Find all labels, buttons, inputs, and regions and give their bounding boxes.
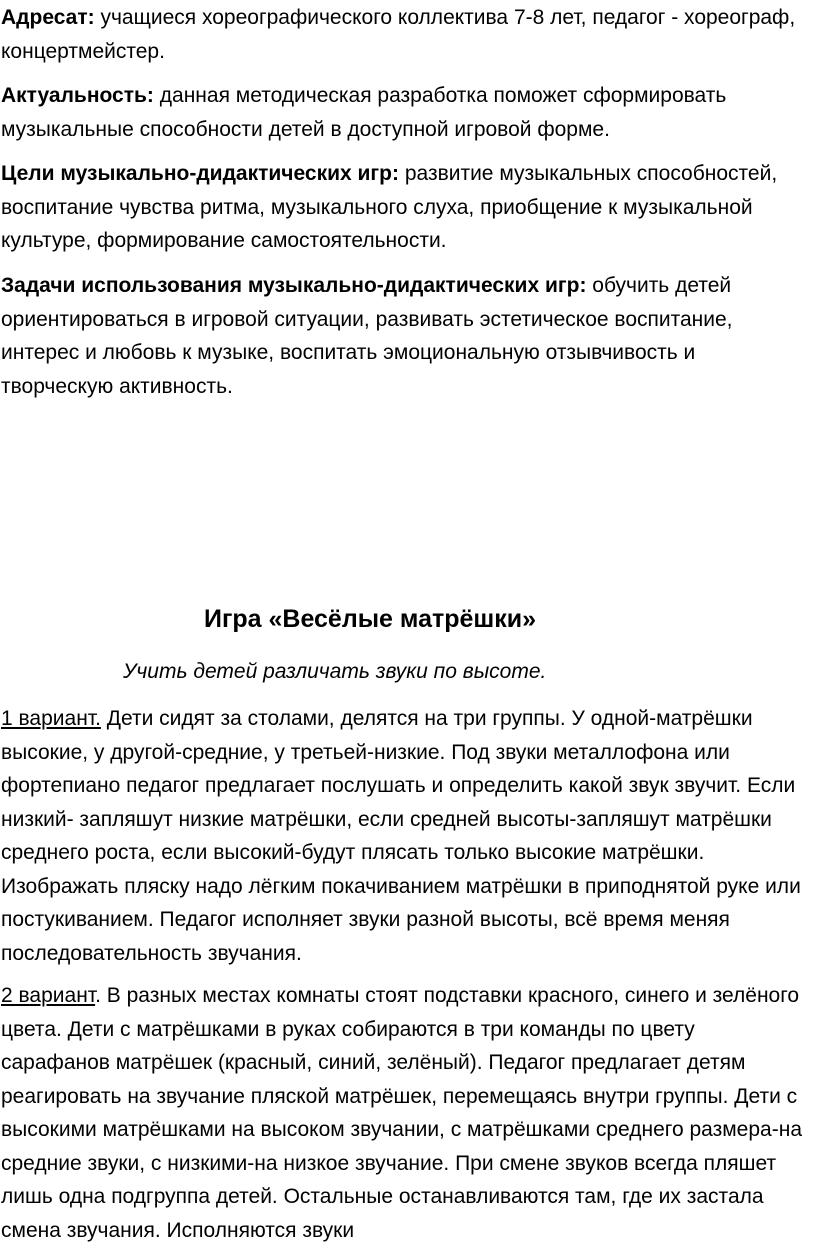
goals-label: Цели музыкально-дидактических игр:: [1, 162, 399, 185]
variant-1-label: 1 вариант.: [1, 707, 101, 730]
tasks-paragraph: [1, 269, 809, 403]
addressee-label: Адресат:: [1, 6, 95, 29]
game-subtitle: Учить детей различать звуки по высоте.: [123, 660, 547, 683]
variant-2-paragraph: [1, 979, 809, 1247]
relevance-label: Актуальность:: [1, 84, 154, 107]
variant-1-text: Дети сидят за столами, делятся на три группы. У одной-матрёшки высокие, у другой-средние, у третьей-низкие. Под звуки металлофона или фортепиано педагог предлагает послушать и определить какой звук звучит. Если низкий- запляшут низкие матрёшки, если средней высоты-запляшут матрёшки среднего роста, если высокий-будут плясать только высокие матрёшки. Изображать пляску надо лёгким покачиванием матрёшки в приподнятой руке или постукиванием. Педагог исполняет звуки разной высоты, всё время меняя последовательность звучания.: [1, 707, 801, 965]
addressee-paragraph: [1, 1, 809, 68]
variant-2-text: . В разных местах комнаты стоят подставки красного, синего и зелёного цвета. Дети с матрёшками в руках собираются в три команды по цвету сарафанов матрёшек (красный, синий, зелёный). Педагог предлагает детям реагировать на звучание пляской матрёшек, перемещаясь внутри группы. Дети с высокими матрёшками на высоком звучании, с матрёшками среднего размера-на средние звуки, с низкими-на низкое звучание. При смене звуков всегда пляшет лишь одна подгруппа детей. Остальные останавливаются там, где их застала смена звучания. Исполняются звуки: [1, 984, 802, 1242]
goals-paragraph: [1, 157, 809, 258]
tasks-text: обучить детей ориентироваться в игровой ситуации, развивать эстетическое воспитание, интерес и любовь к музыке, воспитать эмоциональную отзывчивость и творческую активность.: [1, 274, 733, 398]
variant-2-label: 2 вариант: [1, 984, 96, 1007]
game-title: Игра «Весёлые матрёшки»: [203, 605, 537, 633]
tasks-label: Задачи использования музыкально-дидактических игр:: [1, 274, 587, 297]
relevance-text: данная методическая разработка поможет сформировать музыкальные способности детей в доступной игровой форме.: [1, 84, 727, 141]
relevance-paragraph: [1, 79, 809, 146]
variant-1-paragraph: [1, 702, 809, 970]
goals-text: развитие музыкальных способностей, воспитание чувства ритма, музыкального слуха, приобщение к музыкальной культуре, формирование самостоятельности.: [1, 162, 778, 252]
addressee-text: учащиеся хореографического коллектива 7-8 лет, педагог - хореограф, концертмейстер.: [1, 6, 796, 63]
